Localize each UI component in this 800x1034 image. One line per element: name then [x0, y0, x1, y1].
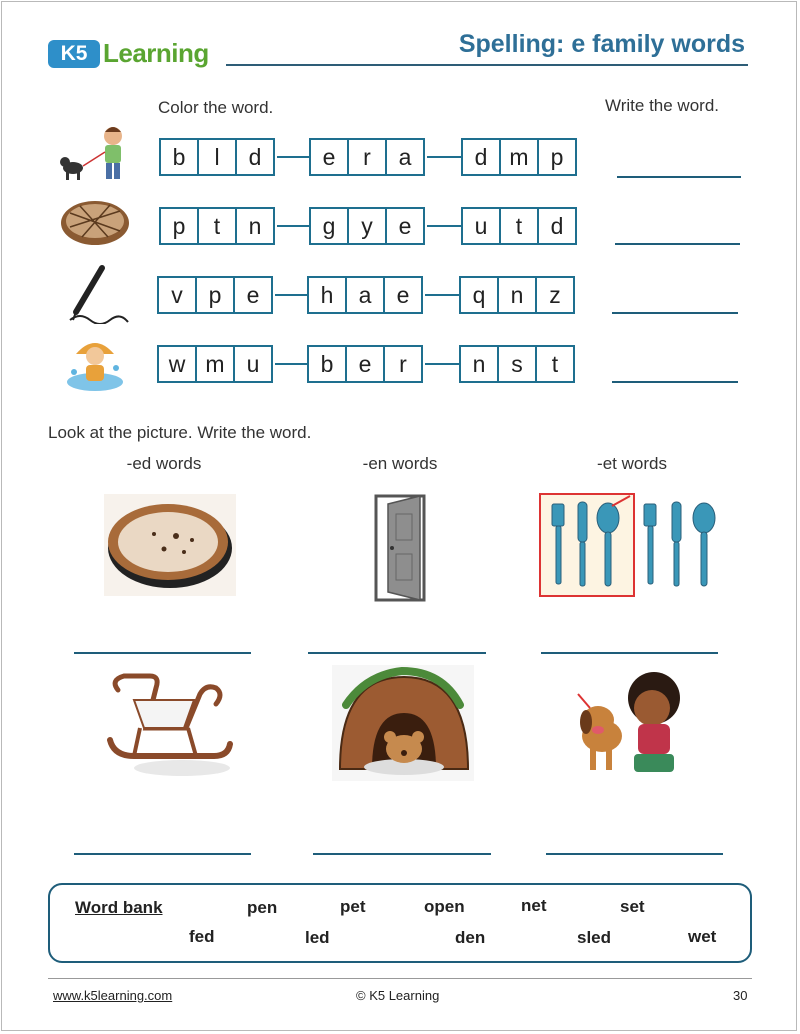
net-basket-picture: [58, 193, 132, 253]
word-bank-item: pet: [340, 897, 366, 916]
write-line[interactable]: [615, 243, 740, 245]
page-title: Spelling: e family words: [458, 30, 745, 58]
write-line[interactable]: [308, 652, 486, 654]
connector: [275, 363, 308, 365]
write-line[interactable]: [541, 652, 718, 654]
letter-group: [309, 207, 425, 245]
letter-box[interactable]: m: [499, 138, 539, 176]
letter-group: [459, 276, 575, 314]
column-head-en: -en words: [362, 454, 438, 473]
word-bank-item: wet: [688, 927, 717, 946]
letter-group: [157, 345, 273, 383]
letter-box[interactable]: n: [497, 276, 537, 314]
letter-box[interactable]: r: [347, 138, 387, 176]
letter-group: [307, 345, 423, 383]
instruction-write: Write the word.: [605, 96, 720, 115]
letter-box[interactable]: n: [459, 345, 499, 383]
letter-box[interactable]: b: [159, 138, 199, 176]
write-line[interactable]: [612, 312, 738, 314]
letter-box[interactable]: h: [307, 276, 347, 314]
letter-box[interactable]: e: [345, 345, 385, 383]
column-head-ed: -ed words: [126, 454, 202, 473]
letter-group: [159, 207, 275, 245]
footer-link[interactable]: www.k5learning.com: [53, 988, 173, 1003]
connector: [425, 294, 460, 296]
letter-box[interactable]: p: [537, 138, 577, 176]
connector: [427, 225, 462, 227]
bear-den-picture: [332, 665, 474, 781]
connector: [425, 363, 460, 365]
word-bank-item: den: [455, 928, 486, 947]
cutlery-set-picture: [538, 492, 724, 598]
word-bank: [48, 883, 752, 963]
connector: [427, 156, 462, 158]
empty-plate-picture: [104, 494, 236, 596]
letter-group: [461, 138, 577, 176]
boy-with-dog-picture: [572, 668, 690, 780]
column-head-et: -et words: [597, 454, 667, 473]
word-bank-item: fed: [189, 927, 215, 946]
open-door-picture: [370, 490, 430, 604]
pen-picture: [62, 260, 132, 324]
write-line[interactable]: [617, 176, 741, 178]
write-line[interactable]: [612, 381, 738, 383]
word-bank-item: net: [521, 896, 547, 915]
letter-box[interactable]: d: [235, 138, 275, 176]
letter-box[interactable]: t: [197, 207, 237, 245]
word-bank-label: Word bank: [75, 898, 163, 917]
logo-badge: K5: [48, 40, 100, 68]
write-line[interactable]: [546, 853, 723, 855]
word-bank-item: led: [305, 928, 330, 947]
letter-box[interactable]: a: [385, 138, 425, 176]
letter-box[interactable]: d: [537, 207, 577, 245]
letter-box[interactable]: z: [535, 276, 575, 314]
letter-box[interactable]: t: [499, 207, 539, 245]
write-line[interactable]: [74, 853, 251, 855]
letter-box[interactable]: b: [307, 345, 347, 383]
letter-box[interactable]: e: [233, 276, 273, 314]
letter-box[interactable]: y: [347, 207, 387, 245]
letter-group: [309, 138, 425, 176]
instruction-look: Look at the picture. Write the word.: [48, 423, 312, 442]
letter-box[interactable]: p: [195, 276, 235, 314]
footer-rule: [48, 978, 752, 979]
letter-box[interactable]: u: [461, 207, 501, 245]
page-number: 30: [733, 988, 748, 1003]
letter-box[interactable]: q: [459, 276, 499, 314]
letter-box[interactable]: e: [385, 207, 425, 245]
letter-box[interactable]: e: [383, 276, 423, 314]
boy-walking-dog-picture: [55, 122, 135, 186]
word-bank-item: pen: [247, 898, 278, 917]
letter-box[interactable]: u: [233, 345, 273, 383]
k5-logo: [48, 34, 218, 74]
instruction-color: Color the word.: [158, 98, 274, 117]
letter-box[interactable]: a: [345, 276, 385, 314]
letter-group: [461, 207, 577, 245]
word-bank-item: open: [424, 897, 465, 916]
letter-group: [459, 345, 575, 383]
letter-box[interactable]: p: [159, 207, 199, 245]
letter-box[interactable]: v: [157, 276, 197, 314]
girl-in-water-picture: [62, 332, 128, 394]
title-rule: [226, 64, 748, 66]
connector: [277, 225, 310, 227]
letter-group: [157, 276, 273, 314]
letter-box[interactable]: l: [197, 138, 237, 176]
letter-box[interactable]: w: [157, 345, 197, 383]
word-bank-item: sled: [577, 928, 612, 947]
word-bank-item: set: [620, 897, 645, 916]
letter-box[interactable]: n: [235, 207, 275, 245]
footer-copyright: © K5 Learning: [356, 988, 440, 1003]
letter-box[interactable]: r: [383, 345, 423, 383]
letter-box[interactable]: e: [309, 138, 349, 176]
letter-box[interactable]: s: [497, 345, 537, 383]
sled-picture: [104, 670, 236, 782]
connector: [275, 294, 308, 296]
letter-group: [307, 276, 423, 314]
letter-box[interactable]: t: [535, 345, 575, 383]
logo-word: Learning: [103, 38, 209, 68]
letter-box[interactable]: g: [309, 207, 349, 245]
connector: [277, 156, 310, 158]
letter-box[interactable]: m: [195, 345, 235, 383]
write-line[interactable]: [313, 853, 491, 855]
letter-group: [159, 138, 275, 176]
letter-box[interactable]: d: [461, 138, 501, 176]
write-line[interactable]: [74, 652, 251, 654]
